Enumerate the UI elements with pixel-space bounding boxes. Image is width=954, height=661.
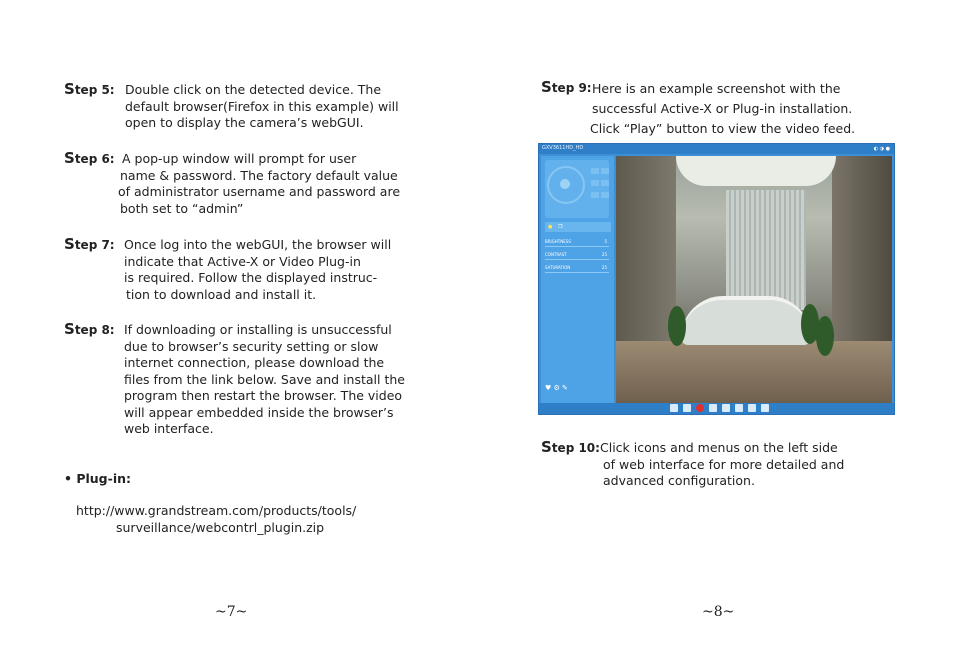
- ptz-control[interactable]: [545, 160, 609, 218]
- copy-icon[interactable]: ❐: [558, 224, 563, 230]
- step-text: If downloading or installing is unsuccessful due to browser’s security setting or slow internet connection, please download the files from the link below. Save and install the program then restart the browser. The video will appear embedded inside the browser’s web interface.: [124, 322, 405, 436]
- video-feed: [616, 156, 892, 403]
- step-text: A pop-up window will prompt for user name & password. The factory default value of administrator username and password are both set to “admin”: [118, 151, 401, 216]
- page-number-right: ~8~: [702, 604, 735, 620]
- step-label: Step 8:: [64, 320, 115, 338]
- record-icon[interactable]: [696, 404, 704, 412]
- step-5: [64, 81, 424, 133]
- audio-icon[interactable]: [722, 404, 730, 412]
- play-icon[interactable]: [709, 404, 717, 412]
- step-text: Click icons and menus on the left side of web interface for more detailed and advanced configuration.: [600, 440, 845, 488]
- fullscreen-icon[interactable]: [761, 404, 769, 412]
- step-label: Step 7:: [64, 235, 115, 253]
- page-number-left: ~7~: [215, 604, 248, 620]
- brightness-slider[interactable]: BRIGHTNESS 5: [545, 239, 609, 244]
- step-text: Here is an example screenshot with the successful Active-X or Plug-in installation. Click “Play” button to view the video feed.: [590, 81, 856, 136]
- step-text: Double click on the detected device. The default browser(Firefox in this example) will open to display the camera’s webGUI.: [125, 82, 399, 130]
- step-9: [541, 79, 921, 139]
- plugin-url[interactable]: http://www.grandstream.com/products/tools/ surveillance/webcontrl_plugin.zip: [76, 503, 357, 535]
- step-label: Step 9:: [541, 78, 592, 96]
- contrast-slider[interactable]: CONTRAST 25: [545, 252, 609, 257]
- step-10: [541, 439, 921, 491]
- control-panel: [541, 156, 614, 403]
- step-label: Step 6:: [64, 149, 115, 167]
- video-control-bar: [539, 403, 894, 414]
- step-label: Step 10:: [541, 438, 600, 456]
- webgui-screenshot: [538, 143, 895, 415]
- step-8: [64, 321, 424, 441]
- panel-toolbar[interactable]: [545, 222, 611, 232]
- color-icon[interactable]: ●: [548, 224, 553, 230]
- zoom-icon[interactable]: [748, 404, 756, 412]
- screenshot-title-bar: GXV3611HD_HD ◐ ◑ ●: [539, 144, 894, 154]
- stop-icon[interactable]: [670, 404, 678, 412]
- snapshot-icon[interactable]: [683, 404, 691, 412]
- title-bar-icons: ◐ ◑ ●: [873, 146, 890, 152]
- mic-icon[interactable]: [735, 404, 743, 412]
- step-6: [64, 150, 424, 220]
- saturation-slider[interactable]: SATURATION 25: [545, 265, 609, 270]
- step-text: Once log into the webGUI, the browser will indicate that Active-X or Video Plug-in is required. Follow the displayed instruc- tion to download and install it.: [124, 237, 392, 302]
- panel-bottom-icons[interactable]: ♥ ⚙ ✎: [545, 384, 568, 392]
- plugin-heading: • Plug-in:: [64, 471, 132, 486]
- step-7: [64, 236, 424, 306]
- step-label: Step 5:: [64, 80, 115, 98]
